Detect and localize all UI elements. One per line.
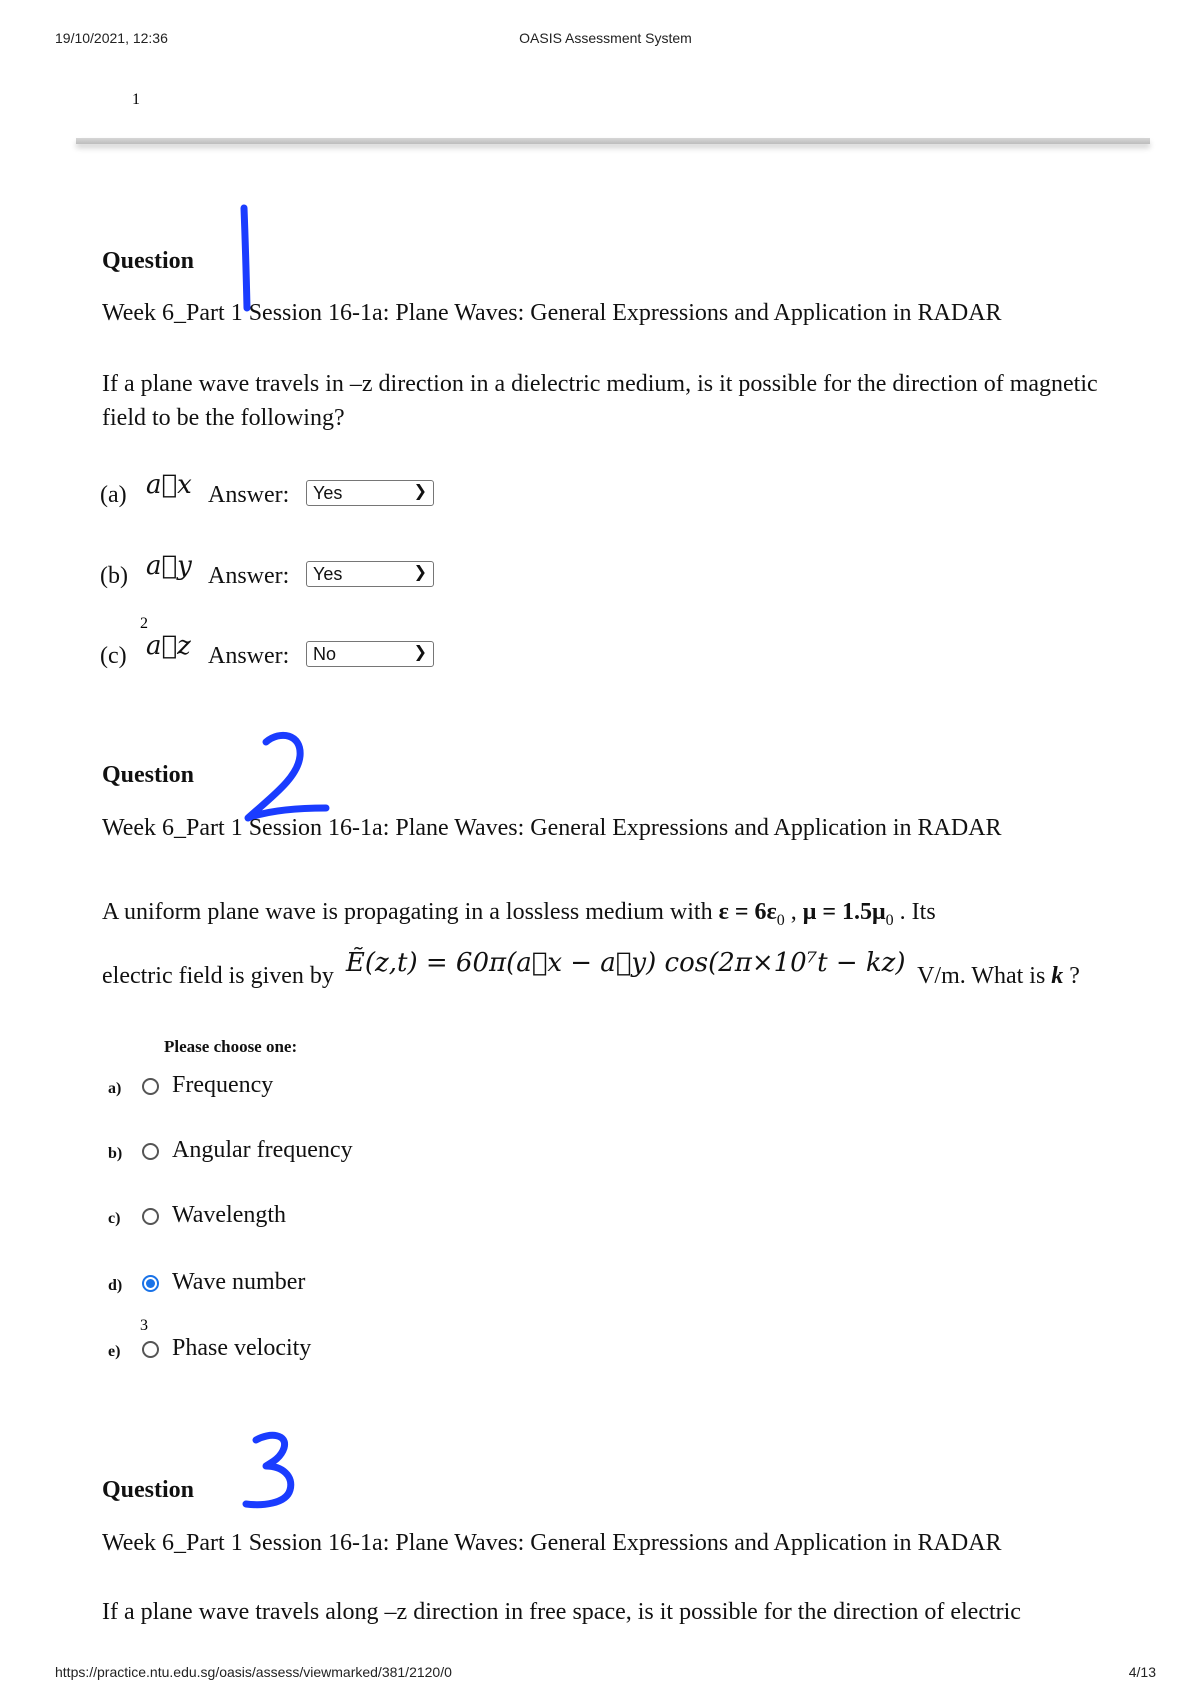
svg-text:3: 3 (140, 1317, 148, 1334)
answer-select-a[interactable] (306, 480, 434, 506)
svg-text:2: 2 (140, 615, 148, 632)
answer-select-b[interactable] (306, 561, 434, 587)
unit-vector-ax: a⃗x (146, 470, 192, 500)
question-1-text: If a plane wave travels in –z direction in a dielectric medium, is it possible for the direction of magnetic field to be the following? (102, 371, 1098, 431)
radio-button-selected[interactable] (142, 1275, 159, 1292)
question-1-label: Question (102, 248, 195, 274)
electric-field-formula: Ẽ(z,t) = 60π(a⃗x − a⃗y) cos(2π×10⁷t − kz) (345, 948, 906, 978)
radio-button[interactable] (142, 1078, 159, 1095)
question-2-text-line2: electric field is given by Ẽ(z,t) = 60π(a⃗x − a⃗y) cos(2π×10⁷t − kz) V/m. What is k ? (102, 948, 1080, 989)
print-datetime: 19/10/2021, 12:36 (55, 30, 168, 46)
select-value: No (313, 644, 337, 664)
choose-one-label: Please choose one: (164, 1037, 298, 1056)
print-header (55, 30, 1156, 50)
select-value: Yes (313, 483, 343, 503)
epsilon-expression: ε = 6ε (718, 899, 777, 925)
subpart-letter: (c) (100, 643, 127, 669)
select-value: Yes (313, 564, 343, 584)
question-1-title: Week 6_Part 1 Session 16-1a: Plane Waves: General Expressions and Application in RADAR (102, 300, 1002, 326)
svg-text:1: 1 (132, 91, 140, 108)
mu-expression: μ = 1.5μ (802, 899, 886, 925)
chevron-down-icon: ❯ (413, 644, 427, 661)
print-url: https://practice.ntu.edu.sg/oasis/assess/viewmarked/381/2120/0 (55, 1664, 452, 1680)
option-letter: d) (108, 1277, 123, 1294)
question-2-title: Week 6_Part 1 Session 16-1a: Plane Waves: General Expressions and Application in RADAR (102, 815, 1002, 841)
option-letter: c) (108, 1210, 121, 1227)
question-3-title: Week 6_Part 1 Session 16-1a: Plane Waves: General Expressions and Application in RADAR (102, 1530, 1002, 1556)
answer-select-c[interactable] (306, 641, 434, 667)
chevron-down-icon: ❯ (413, 483, 427, 500)
option-letter: b) (108, 1145, 123, 1162)
print-title: OASIS Assessment System (519, 30, 692, 46)
unit-vector-ay: a⃗y (146, 551, 192, 581)
answer-label: Answer: (208, 563, 290, 589)
question-3-label: Question (102, 1477, 195, 1503)
option-label: Frequency (172, 1072, 274, 1098)
radio-button[interactable] (142, 1208, 159, 1225)
answer-label: Answer: (208, 643, 290, 669)
option-label: Wave number (172, 1269, 306, 1295)
k-symbol: k (1051, 963, 1064, 989)
option-label: Angular frequency (172, 1137, 353, 1163)
chevron-down-icon: ❯ (413, 564, 427, 581)
print-footer (55, 1664, 1156, 1684)
page-number: 4/13 (1128, 1664, 1156, 1680)
option-letter: e) (108, 1343, 121, 1360)
question-2-text-line1: A uniform plane wave is propagating in a lossless medium with $\varepsilon = 6\varepsilon_0$ , $\mu = 1.5\mu_0$ . Its (102, 899, 936, 929)
unit-vector-az: a⃗z (146, 631, 191, 661)
radio-button[interactable] (142, 1341, 159, 1358)
header-divider (76, 138, 1150, 144)
subpart-letter: (b) (100, 563, 128, 589)
subpart-letter: (a) (100, 482, 127, 508)
radio-button[interactable] (142, 1143, 159, 1160)
question-3-text: If a plane wave travels along –z direction in free space, is it possible for the direction of electric (102, 1599, 1021, 1625)
question-2-label: Question (102, 762, 195, 788)
option-letter: a) (108, 1080, 122, 1097)
answer-label: Answer: (208, 482, 290, 508)
option-label: Wavelength (172, 1202, 287, 1228)
option-label: Phase velocity (172, 1335, 312, 1361)
